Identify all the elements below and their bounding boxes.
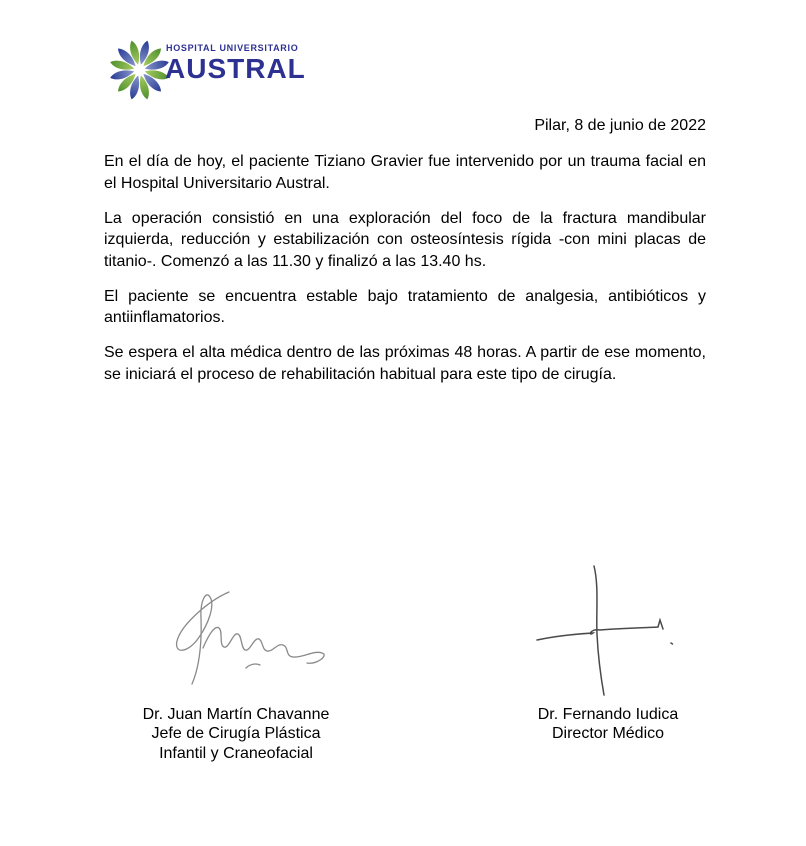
signer-right-block bbox=[484, 705, 732, 744]
signer-right-role-line1: Director Médico bbox=[551, 725, 665, 743]
paragraph-patient-status: El paciente se encuentra estable bajo tratamiento de analgesia, antibióticos y antiinflamatorios. bbox=[104, 287, 706, 326]
hospital-logo bbox=[105, 35, 365, 107]
signature-right-scribble-icon bbox=[525, 548, 675, 703]
signer-left-role-line1: Jefe de Cirugía Plástica bbox=[151, 725, 321, 743]
signature-left-scribble-icon bbox=[145, 583, 345, 691]
signer-left-name: Dr. Juan Martín Chavanne bbox=[142, 706, 330, 723]
logo-text-hospital-universitario: HOSPITAL UNIVERSITARIO bbox=[166, 43, 299, 53]
logo-text-austral: AUSTRAL bbox=[165, 53, 306, 84]
letter-body bbox=[104, 151, 706, 399]
signer-left-role-line2: Infantil y Craneofacial bbox=[159, 744, 313, 762]
signer-right-name: Dr. Fernando Iudica bbox=[537, 706, 679, 723]
signer-left-block bbox=[110, 705, 362, 763]
paragraph-intervention: En el día de hoy, el paciente Tiziano Gravier fue intervenido por un trauma facial en el Hospital Universitario Austral. bbox=[104, 153, 706, 192]
paragraph-operation-details: La operación consistió en una exploración del foco de la fractura mandibular izquierda, reducción y estabilización con osteosíntesis rígida -con mini placas de titanio-. Comenzó a las 11.30 y finalizó a las 13.40 hs. bbox=[104, 209, 706, 270]
paragraph-discharge-plan: Se espera el alta médica dentro de las próximas 48 horas. A partir de ese momento, se iniciará el proceso de rehabilitación habitual para este tipo de cirugía. bbox=[104, 344, 706, 383]
letter-date: Pilar, 8 de junio de 2022 bbox=[534, 117, 706, 134]
austral-flower-icon bbox=[105, 35, 174, 105]
